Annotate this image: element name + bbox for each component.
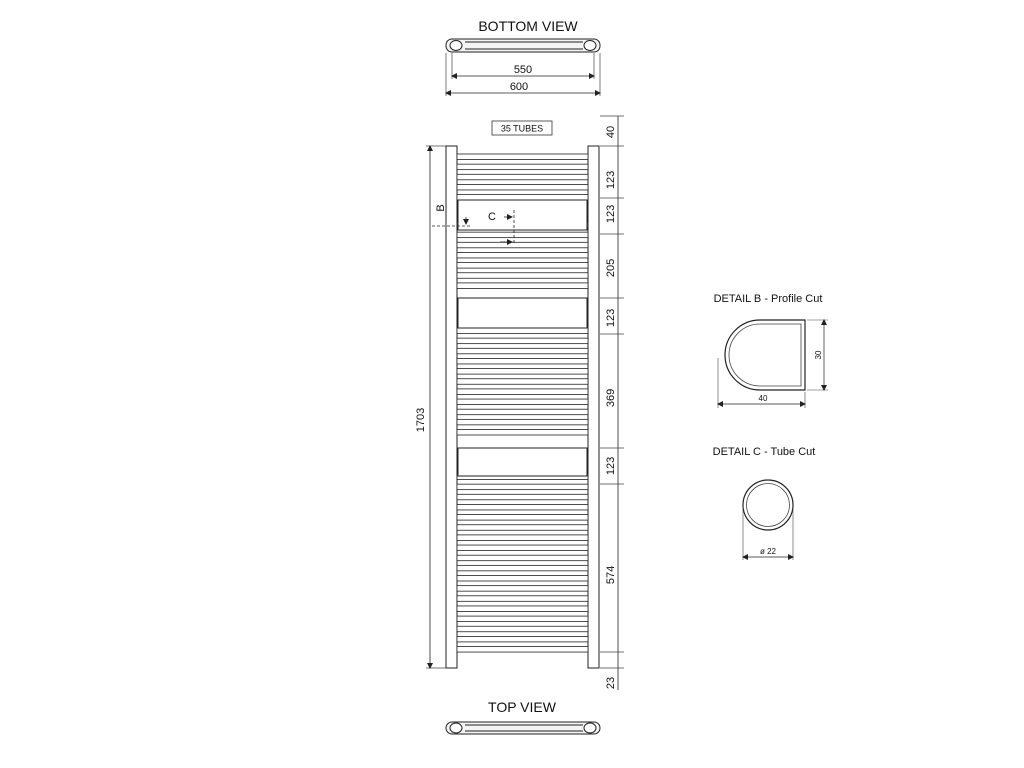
bottom-view — [446, 18, 600, 96]
tube — [457, 348, 588, 354]
chain-dim-label: 123 — [605, 308, 617, 328]
tube — [457, 565, 588, 571]
tube — [457, 369, 588, 375]
detail-c-marker-label: C — [488, 211, 496, 223]
front-view — [415, 116, 624, 690]
tube — [457, 154, 588, 160]
detail-c-title: DETAIL C - Tube Cut — [712, 446, 816, 458]
chain-dim-label: 123 — [605, 456, 617, 476]
tube — [457, 174, 588, 180]
tube — [457, 195, 588, 201]
tube — [457, 504, 588, 510]
top-view-rail — [446, 722, 600, 734]
horizontal-tubes — [457, 154, 588, 652]
gap-frame — [458, 298, 587, 328]
height-dimension — [426, 146, 446, 668]
tube — [457, 252, 588, 258]
tube — [457, 389, 588, 395]
dim-label-550: 550 — [513, 64, 533, 76]
top-view — [446, 699, 600, 734]
tube — [457, 647, 588, 653]
detail-b — [714, 293, 828, 408]
tube — [457, 606, 588, 612]
left-collector — [446, 146, 457, 668]
tube — [457, 338, 588, 344]
tube — [457, 484, 588, 490]
top-view-title: TOP VIEW — [488, 699, 556, 715]
tube — [457, 184, 588, 190]
tube — [457, 515, 588, 521]
tube — [457, 263, 588, 269]
tube — [457, 576, 588, 582]
chain-dim-label: 574 — [605, 565, 617, 585]
detail-b-title: DETAIL B - Profile Cut — [713, 293, 823, 305]
right-chain-dimensions — [600, 116, 624, 689]
tube — [457, 555, 588, 561]
gap-frame — [458, 200, 587, 230]
tube — [457, 242, 588, 248]
detail-c-diameter-label: ø 22 — [759, 547, 777, 556]
detail-b-height-label: 30 — [814, 350, 823, 360]
tube — [457, 616, 588, 622]
bottom-view-rail — [446, 39, 600, 52]
tube — [457, 399, 588, 405]
detail-b-width-label: 40 — [758, 394, 768, 403]
tube — [457, 586, 588, 592]
tube — [457, 409, 588, 415]
tubes-label: 35 TUBES — [500, 123, 544, 134]
chain-dim-label: 123 — [605, 170, 617, 190]
chain-dim-label: 40 — [605, 125, 617, 139]
tube — [457, 535, 588, 541]
tube — [457, 379, 588, 385]
chain-dim-label: 123 — [605, 204, 617, 224]
tube — [457, 636, 588, 642]
tube — [457, 232, 588, 238]
tube — [457, 358, 588, 364]
tube — [457, 430, 588, 436]
detail-c — [713, 446, 816, 560]
tube — [457, 525, 588, 531]
tube — [457, 273, 588, 279]
bottom-view-title: BOTTOM VIEW — [478, 18, 578, 34]
tube — [457, 283, 588, 289]
gap-frame — [458, 448, 587, 476]
detail-c-tube-outer — [743, 480, 793, 530]
right-collector — [588, 146, 599, 668]
tube — [457, 494, 588, 500]
chain-dim-label: 23 — [605, 676, 617, 690]
chain-dim-label: 369 — [605, 388, 617, 408]
dim-label-1703: 1703 — [415, 407, 427, 433]
chain-dim-label: 205 — [605, 258, 617, 278]
tube — [457, 164, 588, 170]
tube — [457, 596, 588, 602]
tube — [457, 328, 588, 334]
tube — [457, 626, 588, 632]
detail-b-profile-outer — [725, 320, 805, 390]
tube — [457, 545, 588, 551]
detail-b-marker-label: B — [435, 204, 447, 212]
tube — [457, 419, 588, 425]
dim-label-600: 600 — [509, 81, 529, 93]
